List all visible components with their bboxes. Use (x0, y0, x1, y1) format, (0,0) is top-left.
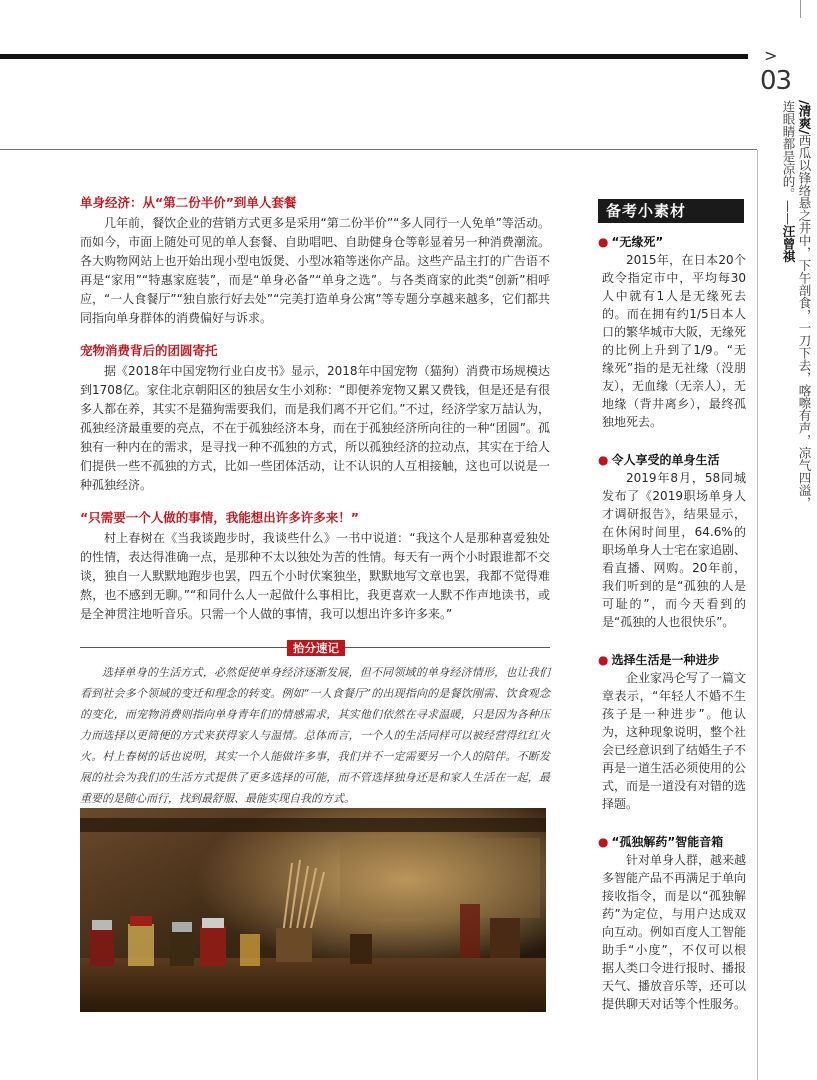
summary-text: 选择单身的生活方式，必然促使单身经济逐渐发展，但不同领域的单身经济情形，也让我们看到社会多个领域的变迁和理念的转变。例如“一人食餐厅”的出现指向的是餐饮刚需、饮食观念的变化，而宠物消费则指向单身青年们的情感需求，其实他们依然在寻求温暖，只是因为各种压力而选择以更简便的方式来获得家人与温情。总体而言，一个人的生活同样可以被经营得红红火火。村上春树的话也说明，其实一个人能做许多事，我们并不一定需要另一个人的陪伴。不断发展的社会为我们的生活方式提供了更多选择的可能，而不管选择独身还是和家人生活在一起，最重要的是随心而行，找到最舒服、最能实现自我的方式。 (80, 666, 550, 805)
bullet-dot-icon: ● (598, 653, 609, 667)
bullet-dot-icon: ● (598, 453, 609, 467)
summary-label: 拾分速记 (287, 640, 345, 656)
page-number: 03 (760, 66, 792, 96)
section-title: 单身经济：从“第二份半价”到单人套餐 (80, 195, 297, 210)
sidebar (598, 199, 746, 1013)
sidebar-item-heading-row (598, 451, 746, 469)
article-section (80, 342, 550, 495)
sidebar-title: 备考小素材 (598, 199, 744, 223)
vertical-quote-author: 汪曾祺 (781, 225, 796, 263)
summary-box (80, 640, 550, 809)
header-thick-rule (0, 54, 748, 59)
bullet-dot-icon: ● (598, 235, 609, 249)
vertical-quote (762, 100, 812, 520)
header-thin-rule (0, 149, 757, 150)
sidebar-item-body: 企业家冯仑写了一篇文章表示，“年轻人不婚不生孩子是一种进步”。他认为，这种现象说明，整个社会已经意识到了结婚生子不再是一道生活必须使用的公式，而是一道没有对错的选择题。 (602, 671, 747, 811)
sidebar-item (598, 451, 746, 631)
column-divider (757, 150, 758, 1080)
sidebar-item-body: 2019年8月，58同城发布了《2019职场单身人才调研报告》，结果显示，在休闲时间里，64.6%的职场单身人士宅在家追剧、看直播、网购。20年前，我们听到的是“孤独的人是可耻的”，而今天看到的是“孤独的人也很快乐”。 (602, 471, 747, 629)
summary-header (80, 640, 550, 656)
section-title: 宠物消费背后的团圆寄托 (80, 343, 218, 358)
sidebar-item-heading: “孤独解药”智能音箱 (611, 835, 724, 849)
sidebar-item-heading: “无缘死” (611, 235, 664, 249)
article-section (80, 509, 550, 624)
section-body: 村上春树在《当我谈跑步时，我谈些什么》一书中说道：“我这个人是那种喜爱独处的性情，表达得准确一点，是那种不太以独处为苦的性情。每天有一两个小时跟谁都不交谈，独自一人默默地跑步也罢，四五个小时伏案独坐，默默地写文章也罢，我都不觉得难熬，也不感到无聊。”“和同什么人一起做什么事相比，我更喜欢一人默不作声地读书，或是全神贯注地听音乐。只需一个人做的事情，我可以想出许多许多来。” (80, 531, 550, 621)
sidebar-item-heading: 令人享受的单身生活 (611, 453, 720, 467)
bullet-dot-icon: ● (598, 835, 609, 849)
vertical-quote-text: 西瓜以锋络悬之井中，下午剖食，一刀下去，喀嚓有声，凉气四溢，连眼睛都是凉的。—— (781, 100, 812, 510)
sidebar-item-body: 2015年，在日本20个政令指定市中，平均每30人中就有1人是无缘死去的。而在拥有约1/5日本人口的繁华城市大阪，无缘死的比例上升到了1/9。“无缘死”指的是无社缘（没朋友），无血缘（无亲人），无地缘（背井离乡），最终孤独地死去。 (602, 253, 747, 429)
sidebar-item (598, 833, 746, 1013)
sidebar-item (598, 651, 746, 813)
sidebar-item-heading: 选择生活是一种进步 (611, 653, 720, 667)
article-section (80, 194, 550, 328)
main-article (80, 194, 550, 636)
sidebar-item-body: 针对单身人群，越来越多智能产品不再满足于单向接收指令，而是以“孤独解药”为定位，与用户达成双向互动。例如百度人工智能助手“小度”，不仅可以根据人类口令进行报时、播报天气、播放音乐等，还可以提供聊天对话等个性服务。 (602, 853, 747, 1011)
sidebar-item-heading-row (598, 833, 746, 851)
section-body: 据《2018年中国宠物行业白皮书》显示，2018年中国宠物（猫狗）消费市场规模达到1708亿。家住北京朝阳区的独居女生小刘称：“即便养宠物又累又费钱，但是还是有很多人都在养，其实不是猫狗需要我们，而是我们离不开它们。”不过，经济学家万喆认为，孤独经济最重要的亮点，不在于孤独经济本身，而在于孤独经济所向往的一种“团圆”。孤独有一种内在的需求，是寻找一种不孤独的方式，所以孤独经济的拉动点，其实在于给人们提供一些不孤独的方式，比如一些团体活动，让不认识的人互相接触，这也可以说是一种孤独经济。 (80, 364, 550, 492)
sidebar-item-heading-row (598, 651, 746, 669)
restaurant-photo (80, 808, 546, 1012)
vertical-quote-tag: /清爽/ (797, 100, 812, 135)
corner-divider (800, 0, 801, 18)
sidebar-item-heading-row (598, 233, 746, 251)
section-title: “只需要一个人做的事情，我能想出许多许多来！” (80, 510, 359, 525)
section-body: 几年前，餐饮企业的营销方式更多是采用“第二份半价”“多人同行一人免单”等活动。而如今，市面上随处可见的单人套餐、自助唱吧、自助健身仓等彰显着另一种消费潮流。各大购物网站上也开始出现小型电饭煲、小型冰箱等迷你产品。这些产品主打的广告语不再是“家用”“特惠家庭装”，而是“单身必备”“单身之选”。与各类商家的此类“创新”相呼应，“一人食餐厅”“独自旅行好去处”“完美打造单身公寓”等专题分享越来越多，它们都共同指向单身群体的消费偏好与诉求。 (80, 216, 550, 325)
chevron-right-icon: > (764, 46, 778, 65)
sidebar-item (598, 233, 746, 431)
